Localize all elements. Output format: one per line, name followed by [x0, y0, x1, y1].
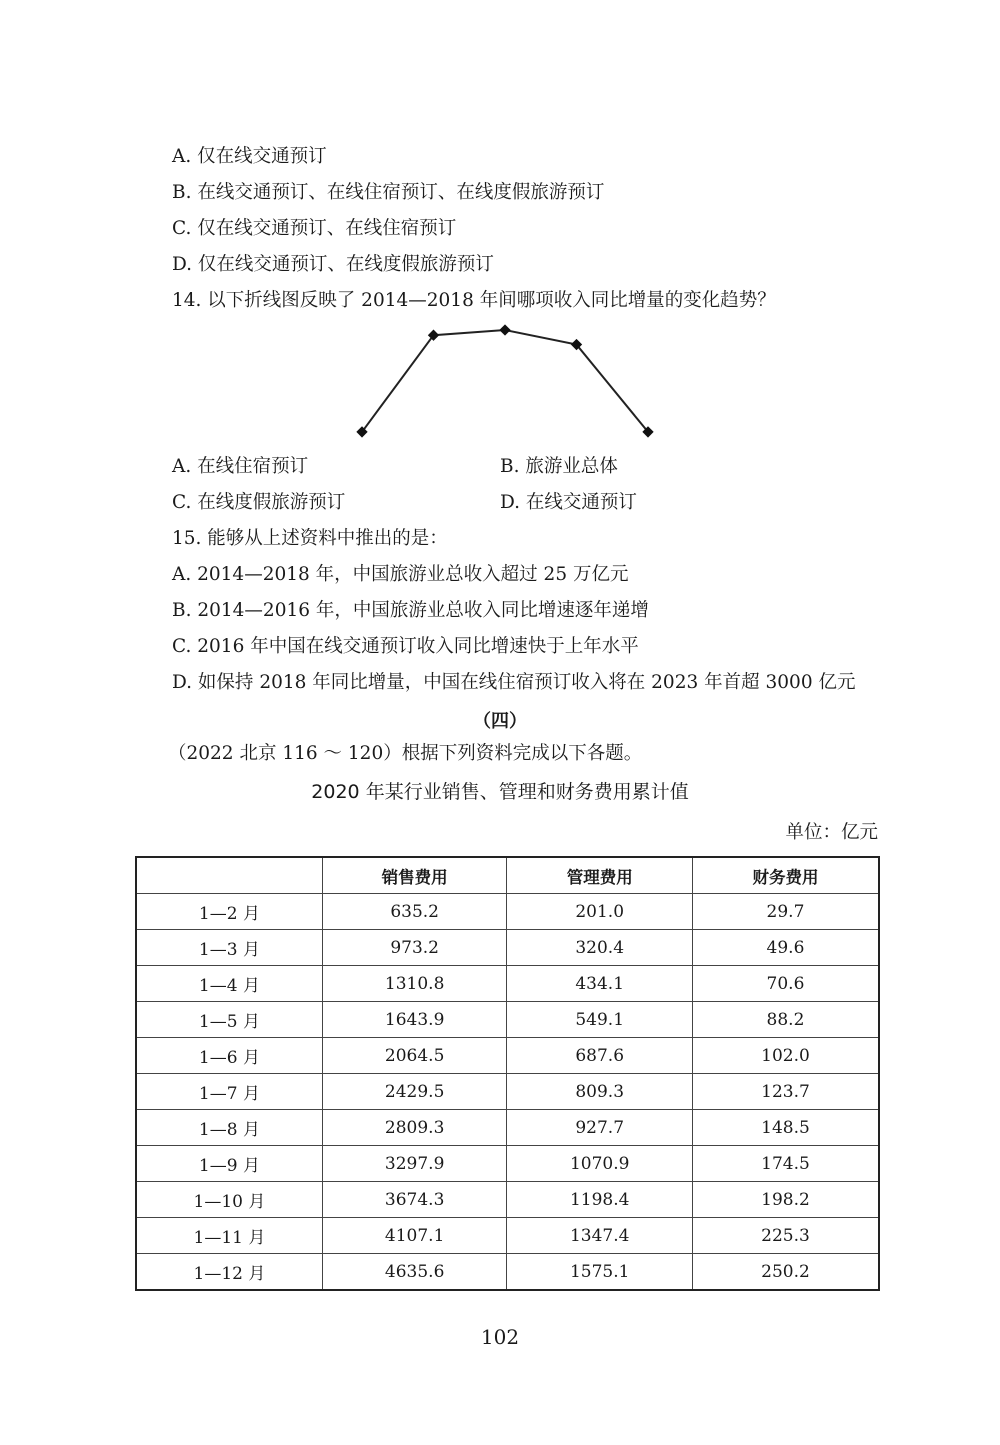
table-row [136, 966, 879, 1002]
sales-cell: 4635.6 [322, 1254, 507, 1291]
period-cell: 1—10 月 [136, 1182, 322, 1218]
sales-cell: 1643.9 [322, 1002, 507, 1038]
trend-line-chart [340, 318, 670, 448]
admin-cell: 687.6 [507, 1038, 693, 1074]
admin-cell: 927.7 [507, 1110, 693, 1146]
header-finance: 财务费用 [692, 857, 879, 894]
unit-label: 单位：亿元 [785, 822, 878, 843]
sales-cell: 2429.5 [322, 1074, 507, 1110]
table-row [136, 930, 879, 966]
period-cell: 1—6 月 [136, 1038, 322, 1074]
period-cell: 1—2 月 [136, 894, 322, 930]
q14-option-c: C. 在线度假旅游预订 [172, 492, 346, 513]
sales-cell: 1310.8 [322, 966, 507, 1002]
finance-cell: 29.7 [692, 894, 879, 930]
finance-cell: 225.3 [692, 1218, 879, 1254]
q13-option-a: A. 仅在线交通预订 [172, 146, 327, 167]
admin-cell: 809.3 [507, 1074, 693, 1110]
admin-cell: 201.0 [507, 894, 693, 930]
finance-cell: 88.2 [692, 1002, 879, 1038]
sales-cell: 2064.5 [322, 1038, 507, 1074]
q15-option-d: D. 如保持 2018 年同比增量，中国在线住宿预订收入将在 2023 年首超 3000 亿元 [172, 672, 856, 693]
trend-series-line [362, 330, 648, 432]
sales-cell: 3297.9 [322, 1146, 507, 1182]
period-cell: 1—8 月 [136, 1110, 322, 1146]
table-row [136, 1182, 879, 1218]
q15-option-c: C. 2016 年中国在线交通预订收入同比增速快于上年水平 [172, 636, 639, 657]
period-cell: 1—11 月 [136, 1218, 322, 1254]
table-row [136, 1110, 879, 1146]
expense-table [135, 856, 880, 1291]
period-cell: 1—7 月 [136, 1074, 322, 1110]
finance-cell: 250.2 [692, 1254, 879, 1291]
q14-stem: 14. 以下折线图反映了 2014—2018 年间哪项收入同比增量的变化趋势？ [172, 290, 776, 311]
q13-option-c: C. 仅在线交通预订、在线住宿预订 [172, 218, 457, 239]
period-cell: 1—5 月 [136, 1002, 322, 1038]
header-blank [136, 857, 322, 894]
admin-cell: 320.4 [507, 930, 693, 966]
table-row [136, 1002, 879, 1038]
table-header-row [136, 857, 879, 894]
finance-cell: 70.6 [692, 966, 879, 1002]
table-title: 2020 年某行业销售、管理和财务费用累计值 [311, 781, 689, 803]
period-cell: 1—4 月 [136, 966, 322, 1002]
q13-option-b: B. 在线交通预订、在线住宿预订、在线度假旅游预订 [172, 182, 605, 203]
q13-option-d: D. 仅在线交通预订、在线度假旅游预订 [172, 254, 494, 275]
admin-cell: 549.1 [507, 1002, 693, 1038]
q15-option-a: A. 2014—2018 年，中国旅游业总收入超过 25 万亿元 [172, 564, 629, 585]
finance-cell: 198.2 [692, 1182, 879, 1218]
finance-cell: 49.6 [692, 930, 879, 966]
admin-cell: 1575.1 [507, 1254, 693, 1291]
page-number: 102 [480, 1325, 520, 1349]
header-admin: 管理费用 [507, 857, 693, 894]
finance-cell: 123.7 [692, 1074, 879, 1110]
header-sales: 销售费用 [322, 857, 507, 894]
table-row [136, 1074, 879, 1110]
q14-option-b: B. 旅游业总体 [500, 456, 618, 477]
q14-option-a: A. 在线住宿预订 [172, 456, 309, 477]
table-row [136, 1146, 879, 1182]
sales-cell: 4107.1 [322, 1218, 507, 1254]
sales-cell: 3674.3 [322, 1182, 507, 1218]
sales-cell: 635.2 [322, 894, 507, 930]
table-row [136, 1038, 879, 1074]
sales-cell: 973.2 [322, 930, 507, 966]
admin-cell: 1198.4 [507, 1182, 693, 1218]
period-cell: 1—3 月 [136, 930, 322, 966]
table-row [136, 1254, 879, 1291]
section-intro: （2022 北京 116 ～ 120）根据下列资料完成以下各题。 [168, 743, 643, 764]
trend-point-2016 [499, 324, 510, 335]
finance-cell: 148.5 [692, 1110, 879, 1146]
finance-cell: 102.0 [692, 1038, 879, 1074]
admin-cell: 1347.4 [507, 1218, 693, 1254]
section-heading: （四） [473, 711, 527, 732]
admin-cell: 434.1 [507, 966, 693, 1002]
finance-cell: 174.5 [692, 1146, 879, 1182]
sales-cell: 2809.3 [322, 1110, 507, 1146]
q14-option-d: D. 在线交通预订 [500, 492, 637, 513]
table-row [136, 1218, 879, 1254]
admin-cell: 1070.9 [507, 1146, 693, 1182]
period-cell: 1—9 月 [136, 1146, 322, 1182]
period-cell: 1—12 月 [136, 1254, 322, 1291]
q15-option-b: B. 2014—2016 年，中国旅游业总收入同比增速逐年递增 [172, 600, 649, 621]
table-row [136, 894, 879, 930]
q15-stem: 15. 能够从上述资料中推出的是： [172, 528, 448, 549]
